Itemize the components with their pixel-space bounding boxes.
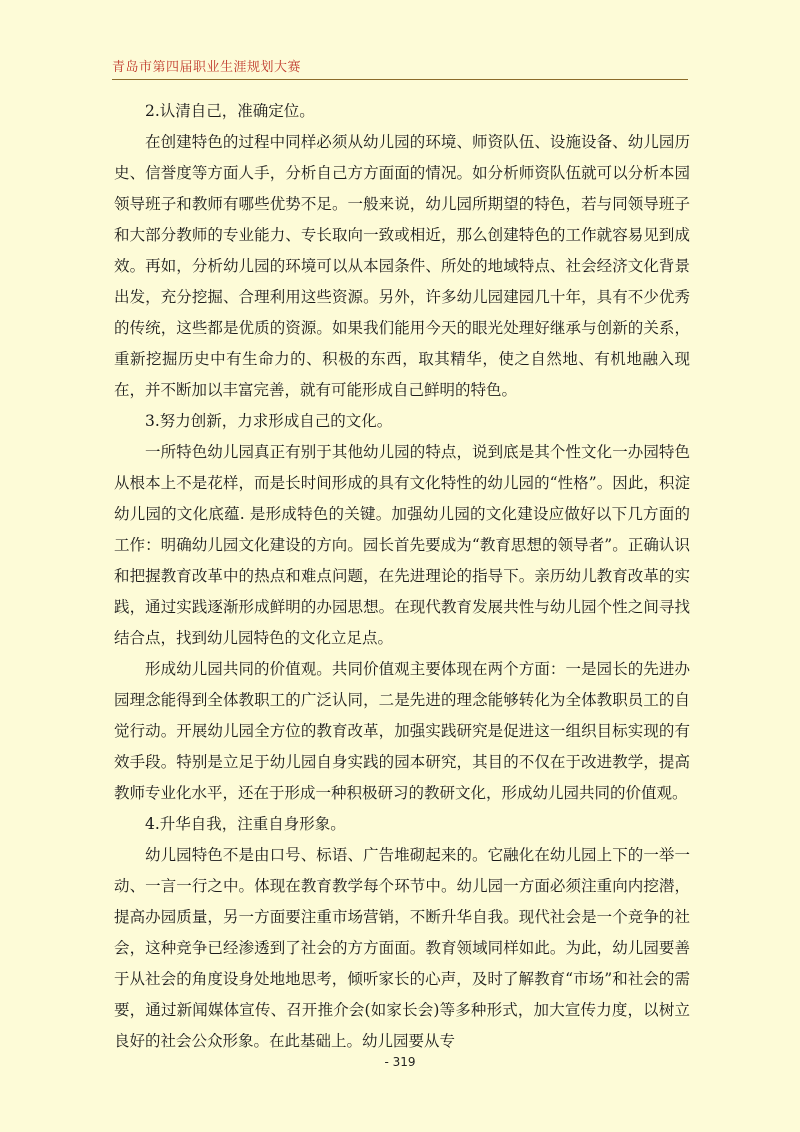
page-header <box>112 60 688 80</box>
header-title: 青岛市第四届职业生涯规划大赛 <box>112 60 302 75</box>
paragraph: 幼儿园特色不是由口号、标语、广告堆砌起来的。它融化在幼儿园上下的一举一动、一言一行之中。体现在教育教学每个环节中。幼儿园一方面必须注重向内挖潜，提高办园质量，另一方面要注重市场营销，不断升华自我。现代社会是一个竞争的社会，这种竞争已经渗透到了社会的方方面面。教育领域同样如此。为此，幼儿园要善于从社会的角度设身处地地思考，倾听家长的心声，及时了解教育“市场”和社会的需要，通过新闻媒体宣传、召开推介会(如家长会)等多种形式，加大宣传力度，以树立良好的社会公众形象。在此基础上。幼儿园要从专 <box>114 846 690 1050</box>
header-divider <box>112 79 688 80</box>
section-heading-2: 2.认清自己，准确定位。 <box>145 102 315 120</box>
paragraph: 一所特色幼儿园真正有别于其他幼儿园的特点，说到底是其个性文化一办园特色从根本上不是花样，而是长时间形成的具有文化特性的幼儿园的“性格”。因此，积淀幼儿园的文化底蕴. 是形成特色的关键。加强幼儿园的文化建设应做好以下几方面的工作：明确幼儿园文化建设的方向。园长首先要成为“教育思想的领导者”。正确认识和把握教育改革中的热点和难点问题，在先进理论的指导下。亲历幼儿教育改革的实践，通过实践逐渐形成鲜明的办园思想。在现代教育发展共性与幼儿园个性之间寻找结合点，找到幼儿园特色的文化立足点。 <box>114 443 690 647</box>
section-heading-3: 3.努力创新，力求形成自己的文化。 <box>145 412 393 430</box>
paragraph: 形成幼儿园共同的价值观。共同价值观主要体现在两个方面：一是园长的先进办园理念能得到全体教职工的广泛认同，二是先进的理念能够转化为全体教职员工的自觉行动。开展幼儿园全方位的教育改革，加强实践研究是促进这一组织目标实现的有效手段。特别是立足于幼儿园自身实践的园本研究，其目的不仅在于改进教学，提高教师专业化水平，还在于形成一种积极研习的教研文化，形成幼儿园共同的价值观。 <box>114 660 690 802</box>
section-heading-4: 4.升华自我，注重自身形象。 <box>145 815 346 833</box>
paragraph: 在创建特色的过程中同样必须从幼儿园的环境、师资队伍、设施设备、幼儿园历史、信誉度等方面人手，分析自己方方面面的情况。如分析师资队伍就可以分析本园领导班子和教师有哪些优势不足。一般来说，幼儿园所期望的特色，若与同领导班子和大部分教师的专业能力、专长取向一致或相近，那么创建特色的工作就容易见到成效。再如，分析幼儿园的环境可以从本园条件、所处的地域特点、社会经济文化背景出发，充分挖掘、合理利用这些资源。另外，许多幼儿园建园几十年，具有不少优秀的传统，这些都是优质的资源。如果我们能用今天的眼光处理好继承与创新的关系，重新挖掘历史中有生命力的、积极的东西，取其精华，使之自然地、有机地融入现在，并不断加以丰富完善，就有可能形成自己鲜明的特色。 <box>114 133 690 399</box>
document-body <box>114 96 690 1057</box>
page-number: - 319 <box>384 1055 416 1069</box>
